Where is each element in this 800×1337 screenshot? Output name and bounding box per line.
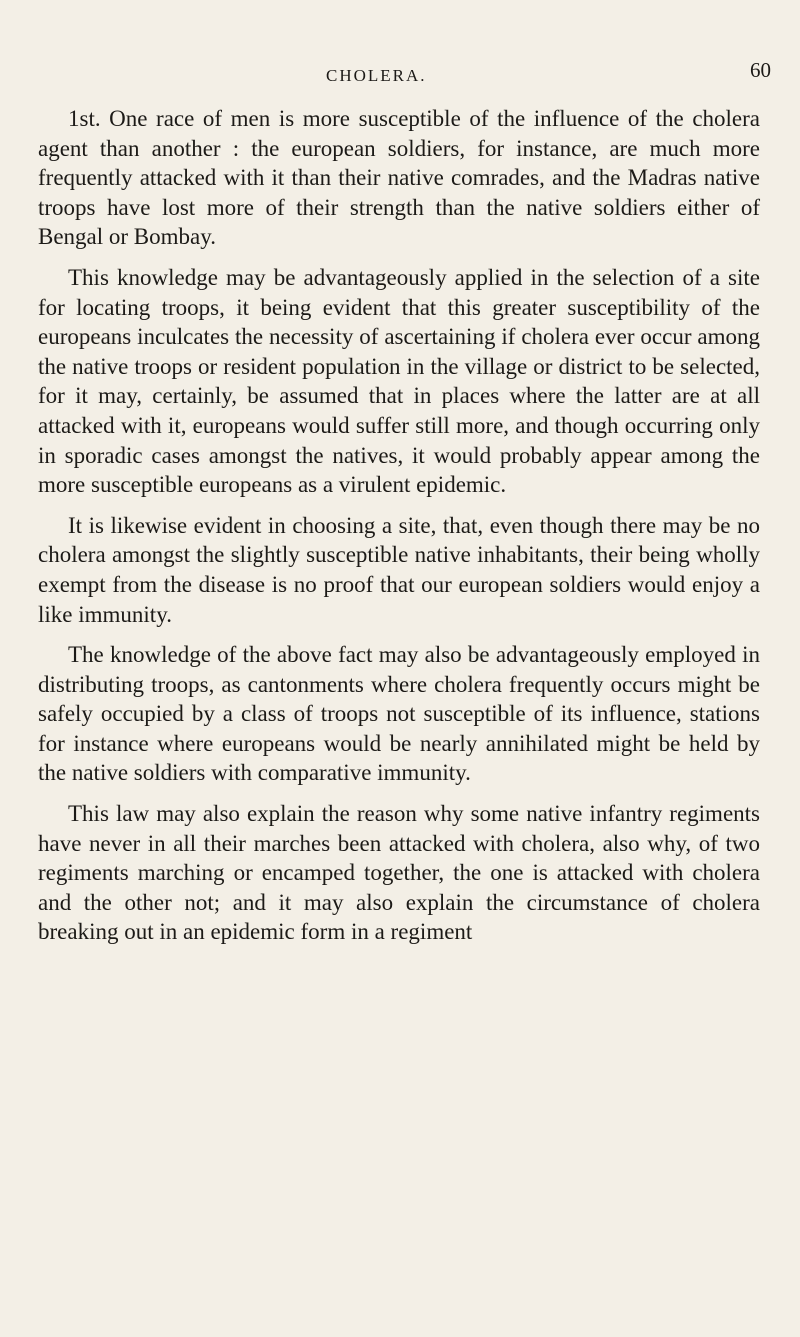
paragraph-4: The knowledge of the above fact may also be advantageously employed in distributing troops, as cantonments where cholera frequently occurs might be safely occupied by a class of troops not susceptible of its influence, stations for instance where europeans would be nearly annihilated might be held by the native soldiers with comparative immunity.	[38, 642, 760, 786]
chapter-title: CHOLERA.	[326, 66, 427, 85]
page-number: 60	[750, 58, 771, 82]
paragraph-3: It is likewise evident in choosing a site, that, even though there may be no cholera amongst the slightly susceptible native inhabitants, their being wholly exempt from the disease is no proof that our european soldiers would enjoy a like immunity.	[38, 512, 760, 627]
paragraph-1: 1st. One race of men is more susceptible of the influence of the cholera agent than another : the european soldiers, for instance, are much more frequently attacked with it than their native comrades, and the Madras native troops have lost more of their strength than the native soldiers either of Bengal or Bombay.	[38, 106, 760, 250]
body-text	[38, 104, 760, 958]
paragraph-2: This knowledge may be advantageously applied in the selection of a site for locating troops, it being evident that this greater susceptibility of the europeans inculcates the necessity of ascertaining if cholera ever occur among the native troops or resident population in the village or district to be selected, for it may, certainly, be assumed that in places where the latter are at all attacked with it, europeans would suffer still more, and though occurring only in sporadic cases amongst the natives, it would probably appear among the more susceptible europeans as a virulent epidemic.	[38, 264, 760, 498]
paragraph-5: This law may also explain the reason why some native infantry regiments have never in all their marches been attacked with cholera, also why, of two regiments marching or encamped together, the one is attacked with cholera and the other not; and it may also explain the circumstance of cholera breaking out in an epidemic form in a regiment	[38, 801, 760, 945]
running-head	[0, 58, 800, 88]
